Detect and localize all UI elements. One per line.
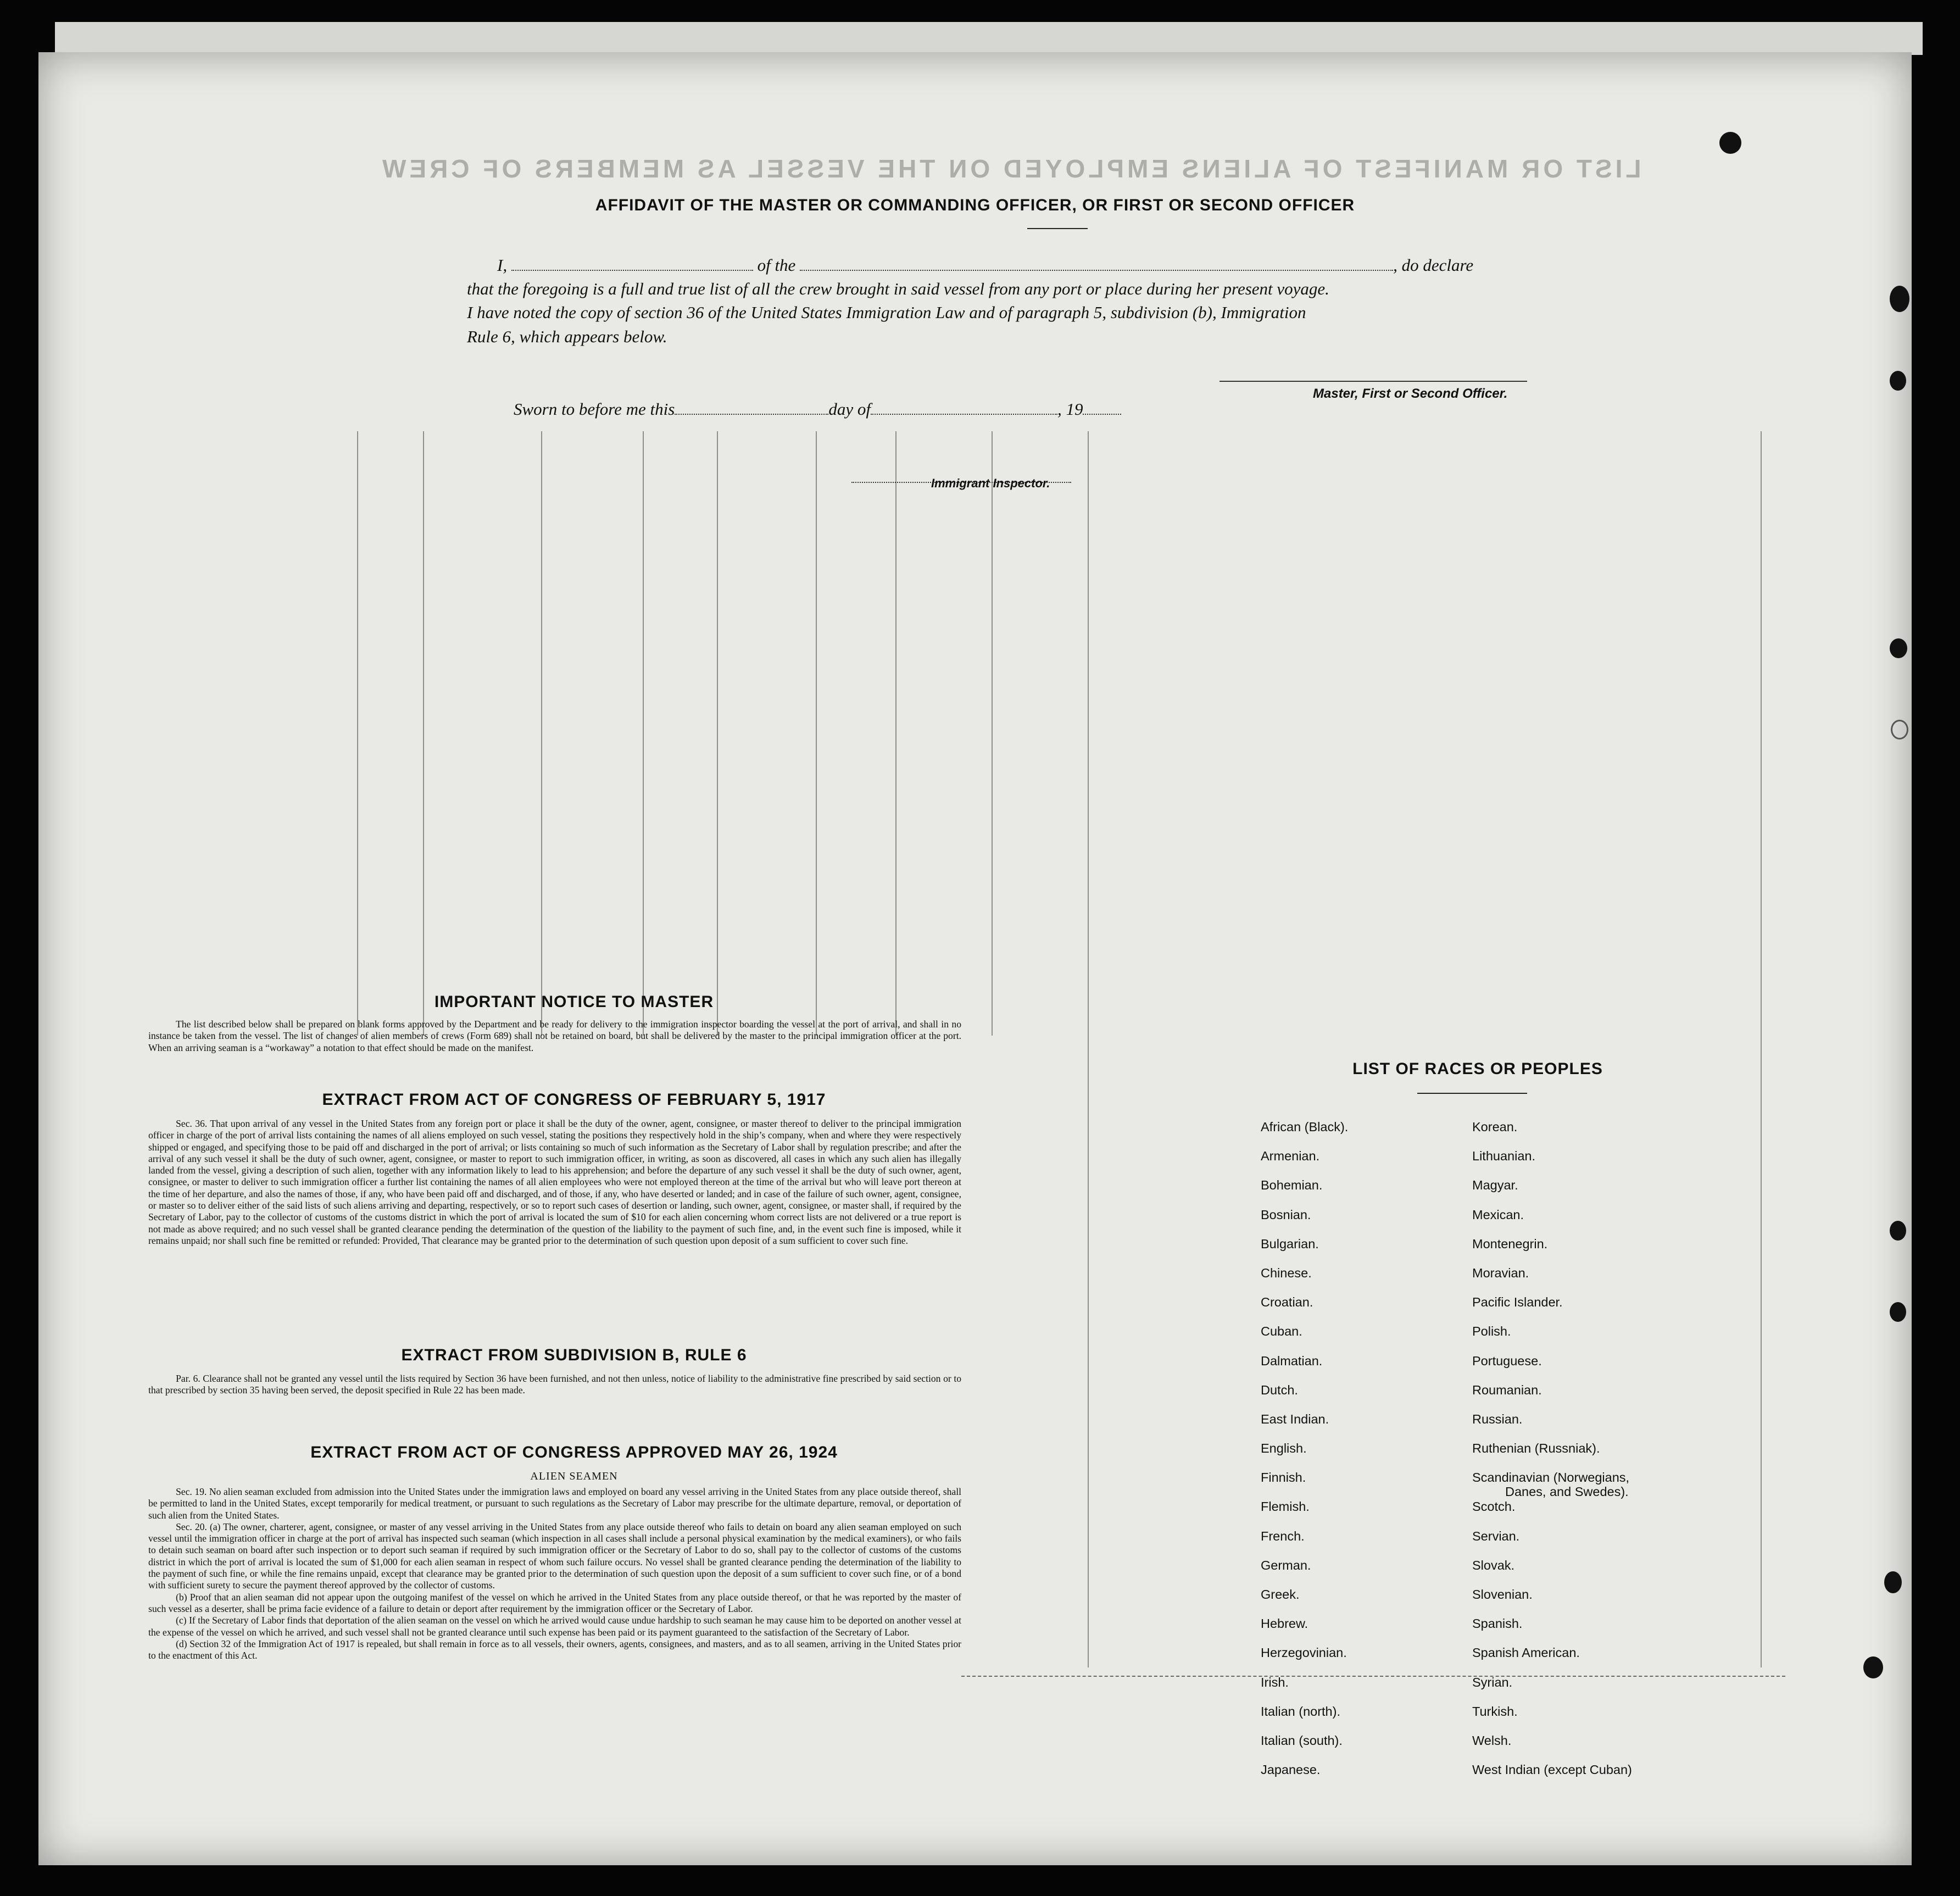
- binder-hole: [1890, 1302, 1906, 1322]
- master-name-field[interactable]: [511, 258, 753, 271]
- race-item: Cuban.: [1261, 1324, 1302, 1339]
- race-item: Spanish.: [1472, 1616, 1523, 1631]
- race-item: German.: [1261, 1558, 1311, 1572]
- race-item: East Indian.: [1261, 1411, 1329, 1426]
- race-item: Chinese.: [1261, 1265, 1312, 1280]
- races-title: LIST OF RACES OR PEOPLES: [1352, 1060, 1603, 1078]
- vessel-name-field[interactable]: [800, 258, 1393, 271]
- sec-20a-paragraph: Sec. 20. (a) The owner, charterer, agent, consignee, or master of any vessel arriving in the United States from any place outside thereof who fails to detain on board any alien seaman employed on such vessel until the immigration officer in charge at the port of arrival has inspected such seaman (which inspection in all cases shall include a personal physical examination by the medical examiners), or who fails to detain such seaman on board after such inspection or to deport such seaman if required by such immigration officer or the Secretary of Labor to do so, shall pay to the collector of customs of the customs district in which the port of arrival is located the sum of $1,000 for each alien seaman in respect of whom such failure occurs. No vessel shall be granted clearance pending the determination of the liability to the payment of such fine, or while the fine remains unpaid, except that clearance may be granted prior to the determination of such question upon the deposit of a sum sufficient to cover such fine, or of a bond with sufficient surety to secure the payment thereof approved by the collector of customs.: [148, 1521, 961, 1591]
- notice-title: IMPORTANT NOTICE TO MASTER: [434, 993, 714, 1011]
- sec-36-paragraph: Sec. 36. That upon arrival of any vessel in the United States from any foreign port or place it shall be the duty of the owner, agent, consignee, or master thereof to deliver to the principal immigration officer in charge of the port of arrival lists containing the names of all aliens employed on such vessel, stating the positions they respectively hold in the ship’s company, when and where they were respectively shipped or engaged, and specifying those to be paid off and discharged in the port of arrival; or lists containing so much of such information as the Secretary of Labor shall by regulation prescribe; and after the arrival of any such vessel it shall be the duty of such owner, agent, consignee, or master to report to such immigration officer, in writing, as soon as discovered, all cases in which any such alien has illegally landed from the vessel, giving a description of such alien, together with any information likely to lead to his apprehension; and before the departure of any such vessel it shall be the duty of such owner, agent, consignee, or master to deliver to such immigration officer a further list containing the names of all alien employees who were not employed thereon at the time of the arrival but who will leave port thereon at the time of her departure, and also the names of those, if any, who have been paid off and discharged, and of those, if any, who have deserted or landed; and in case of the failure of such owner, agent, consignee, or master so to deliver either of the said lists of such aliens arriving and departing, respectively, or so to report such cases of desertion or landing, such owner, agent, consignee, or master shall, if required by the Secretary of Labor, pay to the collector of customs of the customs district in which the port of arrival is located the sum of $10 for each alien concerning whom correct lists are not delivered or a true report is not made as above required; and no such vessel shall be granted clearance pending the determination of the question of the liability to the payment of such fine, and, in the event such fine is imposed, while it remains unpaid; nor shall such fine be remitted or refunded: Provided, That clearance may be granted prior to the determination of such question upon deposit of a sum sufficient to cover such fine.: [148, 1118, 961, 1246]
- race-item: Montenegrin.: [1472, 1236, 1548, 1251]
- race-item: Slovak.: [1472, 1558, 1515, 1572]
- affidavit-line-4: Rule 6, which appears below.: [467, 327, 667, 346]
- form-bottom-rule: [961, 1676, 1785, 1677]
- binder-hole: [1890, 638, 1907, 658]
- race-item: Pacific Islander.: [1472, 1295, 1563, 1310]
- affidavit-line-2: that the foregoing is a full and true list of all the crew brought in said vessel from any port or place during her present voyage.: [467, 279, 1329, 298]
- race-item: Bosnian.: [1261, 1207, 1311, 1222]
- race-item: Scandinavian (Norwegians,: [1472, 1470, 1630, 1485]
- binder-hole: [1884, 1571, 1902, 1593]
- race-item: Servian.: [1472, 1528, 1520, 1543]
- inspector-label: Immigrant Inspector.: [931, 476, 1050, 490]
- race-item: African (Black).: [1261, 1120, 1349, 1134]
- race-item: English.: [1261, 1441, 1307, 1456]
- race-item: Welsh.: [1472, 1733, 1512, 1748]
- race-item: Polish.: [1472, 1324, 1511, 1339]
- race-item: Ruthenian (Russniak).: [1472, 1441, 1600, 1456]
- extract-rule6-text: [148, 1373, 961, 1397]
- ghost-column-line: [357, 431, 358, 1036]
- race-item: Spanish American.: [1472, 1645, 1580, 1660]
- affidavit-of-the: of the: [757, 255, 796, 275]
- binder-hole: [1891, 720, 1908, 740]
- signature-label: Master, First or Second Officer.: [1313, 386, 1508, 401]
- race-item: French.: [1261, 1528, 1305, 1543]
- race-item: Herzegovinian.: [1261, 1645, 1347, 1660]
- bleed-through-title: LIST OR MANIFEST OF ALIENS EMPLOYED ON THE VESSEL AS MEMBERS OF CREW: [379, 154, 1641, 183]
- sec-20b-paragraph: (b) Proof that an alien seaman did not appear upon the outgoing manifest of the vessel on which he arrived in the United States from any place outside thereof, or that he was reported by the master of such vessel as a deserter, shall be prima facie evidence of a failure to detain or deport after requirement by the immigration officer or the Secretary of Labor.: [148, 1591, 961, 1614]
- ghost-column-line: [541, 431, 542, 1036]
- race-item: Moravian.: [1472, 1265, 1529, 1280]
- signature-line[interactable]: [1220, 381, 1527, 382]
- extract-1917-title: EXTRACT FROM ACT OF CONGRESS OF FEBRUARY 5, 1917: [322, 1091, 826, 1109]
- race-item: Dutch.: [1261, 1382, 1298, 1397]
- extract-1924-title: EXTRACT FROM ACT OF CONGRESS APPROVED MAY 26, 1924: [310, 1443, 838, 1461]
- sworn-year-field[interactable]: [1083, 402, 1121, 415]
- ghost-column-line: [816, 431, 817, 1036]
- binder-hole: [1719, 132, 1741, 154]
- race-item: Russian.: [1472, 1411, 1523, 1426]
- extract-rule6-title: EXTRACT FROM SUBDIVISION B, RULE 6: [401, 1346, 747, 1364]
- race-item: Scotch.: [1472, 1499, 1516, 1514]
- race-item: Italian (north).: [1261, 1704, 1340, 1719]
- race-item: Mexican.: [1472, 1207, 1524, 1222]
- page-edge-strip: [55, 22, 1923, 55]
- race-item: Syrian.: [1472, 1675, 1513, 1689]
- notice-paragraph: The list described below shall be prepared on blank forms approved by the Department and be ready for delivery to the immigration inspector boarding the vessel at the port of arrival, and shall in no instance be taken from the vessel. The list of changes of alien members of crews (Form 689) shall not be retained on board, but shall be delivered by the master to the principal immigration officer at the port. When an arriving seaman is a “workaway” a notation to that effect should be made on the manifest.: [148, 1019, 961, 1053]
- race-item: Slovenian.: [1472, 1587, 1533, 1602]
- race-item: Lithuanian.: [1472, 1149, 1535, 1164]
- sworn-day-field[interactable]: [675, 402, 828, 415]
- sworn-label: Sworn to before me this: [514, 399, 675, 419]
- race-item: Hebrew.: [1261, 1616, 1308, 1631]
- races-left-column: [1261, 1120, 1348, 1792]
- race-item: Bohemian.: [1261, 1178, 1323, 1193]
- sec-19-paragraph: Sec. 19. No alien seaman excluded from admission into the United States under the immigration laws and employed on board any vessel arriving in the United States from any place outside thereof, shall be permitted to land in the United States, except temporarily for medical treatment, or pursuant to such regulations as the Secretary of Labor may prescribe for the ultimate departure, removal, or deportation of such alien from the United States.: [148, 1486, 961, 1521]
- alien-seamen-subtitle: ALIEN SEAMEN: [530, 1470, 618, 1482]
- sec-20d-paragraph: (d) Section 32 of the Immigration Act of 1917 is repealed, but shall remain in force as to all vessels, their owners, agents, consignees, and masters, and as to all seamen, arriving in the United States prior to the enactment of this Act.: [148, 1638, 961, 1661]
- race-item: Dalmatian.: [1261, 1353, 1323, 1368]
- race-item: Magyar.: [1472, 1178, 1518, 1193]
- race-item: Italian (south).: [1261, 1733, 1343, 1748]
- affidavit-i-label: I,: [497, 255, 508, 275]
- ghost-column-line: [895, 431, 897, 1036]
- affidavit-rule: [1027, 228, 1088, 229]
- races-right-column: [1472, 1120, 1632, 1792]
- race-item: Armenian.: [1261, 1149, 1320, 1164]
- affidavit-line-1: [497, 255, 1473, 275]
- binder-hole: [1890, 371, 1906, 391]
- affidavit-title: AFFIDAVIT OF THE MASTER OR COMMANDING OFFICER, OR FIRST OR SECOND OFFICER: [595, 196, 1355, 214]
- sec-20c-paragraph: (c) If the Secretary of Labor finds that deportation of the alien seaman on the vessel on which he arrived would cause undue hardship to such seaman he may cause him to be deported on another vessel at the expense of the vessel on which he arrived, and such vessel shall not be granted clearance until such expense has been paid or its payment guaranteed to the satisfaction of the Secretary of Labor.: [148, 1615, 961, 1638]
- race-item: Greek.: [1261, 1587, 1300, 1602]
- race-item: Portuguese.: [1472, 1353, 1542, 1368]
- extract-1917-text: [148, 1118, 961, 1247]
- affidavit-do-declare: , do declare: [1393, 255, 1474, 275]
- ghost-column-line: [992, 431, 993, 1036]
- extract-1924-text: [148, 1486, 961, 1661]
- sworn-line: [514, 399, 1121, 419]
- race-item: Irish.: [1261, 1675, 1289, 1689]
- race-item: Korean.: [1472, 1120, 1518, 1134]
- ghost-column-line: [1761, 431, 1762, 1667]
- race-item: West Indian (except Cuban): [1472, 1762, 1632, 1777]
- race-item: Bulgarian.: [1261, 1236, 1319, 1251]
- binder-hole: [1890, 1221, 1906, 1241]
- binder-hole: [1890, 286, 1909, 312]
- document-sheet: [38, 52, 1912, 1865]
- affidavit-line-3: I have noted the copy of section 36 of the United States Immigration Law and of paragraph 5, subdivision (b), Immigration: [467, 303, 1306, 322]
- ghost-column-line: [717, 431, 718, 1036]
- year-label: , 19: [1057, 399, 1083, 419]
- race-item: Roumanian.: [1472, 1382, 1542, 1397]
- ghost-column-line: [643, 431, 644, 1036]
- notice-text: [148, 1019, 961, 1054]
- ghost-column-line: [423, 431, 424, 1036]
- race-item: Japanese.: [1261, 1762, 1321, 1777]
- race-item: Flemish.: [1261, 1499, 1310, 1514]
- race-item: Finnish.: [1261, 1470, 1306, 1485]
- race-item: Croatian.: [1261, 1295, 1313, 1310]
- day-of-label: day of: [828, 399, 871, 419]
- par-6-paragraph: Par. 6. Clearance shall not be granted any vessel until the lists required by Section 36 have been furnished, and not then unless, notice of liability to the administrative fine prescribed by said section or to that prescribed by section 35 having been served, the deposit specified in Rule 22 has been made.: [148, 1373, 961, 1396]
- sworn-month-field[interactable]: [871, 402, 1057, 415]
- ghost-column-line: [1088, 431, 1089, 1667]
- races-rule: [1417, 1093, 1527, 1094]
- race-item: Turkish.: [1472, 1704, 1518, 1719]
- binder-hole: [1863, 1656, 1883, 1678]
- race-item: Danes, and Swedes).: [1505, 1484, 1629, 1499]
